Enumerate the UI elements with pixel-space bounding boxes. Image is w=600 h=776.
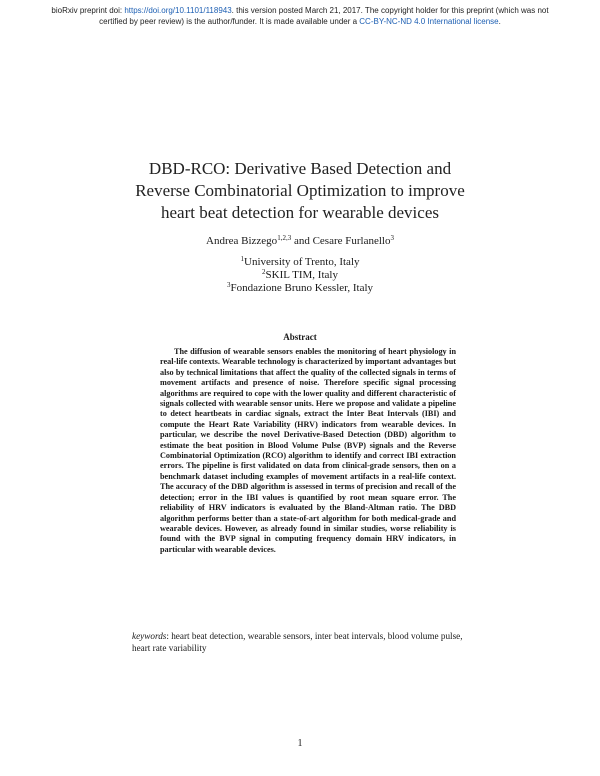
affiliation-name: Fondazione Bruno Kessler, Italy: [230, 282, 374, 294]
affiliation-item: [60, 282, 540, 295]
author-name: Cesare Furlanello: [312, 235, 391, 247]
license-link[interactable]: CC-BY-NC-ND 4.0 International license: [359, 17, 499, 26]
preprint-header-line1: [20, 5, 580, 16]
abstract-heading: Abstract: [283, 332, 317, 342]
title-line-3: heart beat detection for wearable devices: [161, 203, 439, 222]
abstract-text: The diffusion of wearable sensors enables the monitoring of heart physiology in real-life contexts. Wearable technology is characterized by important advantages but also by technical limitations that affect the quality of the collected signals in terms of movement artifacts and presence of noise. Therefore specific signal processing algorithms are required to cope with the lower quality and different characteristic of signals collected with wearable sensor units. Here we propose and validate a pipeline to detect heartbeats in cardiac signals, extract the Inter Beat Intervals (IBI) and compute the Heart Rate Variability (HRV) indicators from wearable devices. In particular, we describe the novel Derivative-Based Detection (DBD) algorithm to estimate the beat position in Blood Volume Pulse (BVP) signals and the Reverse Combinatorial Optimization (RCO) algorithm to identify and correct IBI extraction errors. The pipeline is first validated on data from clinical-grade sensors, then on a benchmark dataset including examples of movement artifacts in a real-life context. The accuracy of the DBD algorithm is assessed in terms of precision and recall of the detection; error in the IBI values is quantified by root mean square error. The reliability of HRV indicators is evaluated by the Bland-Altman ratio. The DBD algorithm performs better than a state-of-art algorithm for both medical-grade and wearable devices. However, as already found in similar studies, worse reliability is found with the BVP signal in computing frequency domain HRV indicators, in particular with wearable devices.: [160, 347, 456, 554]
affiliation-name: SKIL TIM, Italy: [265, 269, 338, 281]
paper-title: [60, 158, 540, 224]
author-conjunction: and: [291, 235, 313, 247]
preprint-header-line2: [20, 16, 580, 27]
preprint-license-prefix: certified by peer review) is the author/funder. It is made available under a: [99, 17, 360, 26]
author-affiliation-marker: 3: [390, 234, 394, 242]
preprint-prefix: bioRxiv preprint doi:: [51, 6, 125, 15]
preprint-posted-text: . this version posted March 21, 2017. The copyright holder for this preprint (which was not: [231, 6, 549, 15]
affiliation-name: University of Trento, Italy: [244, 256, 360, 268]
affiliation-item: [60, 269, 540, 282]
preprint-license-suffix: .: [498, 17, 501, 26]
preprint-header: [20, 5, 580, 27]
page-number: 1: [297, 738, 303, 749]
keywords-text: : heart beat detection, wearable sensors, inter beat intervals, blood volume pulse, heart rate variability: [132, 631, 463, 653]
affiliation-list: [60, 256, 540, 295]
author-affiliation-marker: 1,2,3: [277, 234, 292, 242]
affiliation-marker: 2: [262, 268, 266, 276]
keywords-label: keywords: [132, 631, 167, 641]
title-line-1: DBD-RCO: Derivative Based Detection and: [148, 159, 452, 178]
author-list: [60, 234, 540, 248]
keywords: [132, 630, 476, 654]
title-line-2: Reverse Combinatorial Optimization to improve: [135, 181, 465, 200]
affiliation-marker: 1: [240, 255, 244, 263]
author-name: Andrea Bizzego: [206, 235, 278, 247]
affiliation-item: [60, 256, 540, 269]
doi-link[interactable]: https://doi.org/10.1101/118943: [124, 6, 232, 15]
affiliation-marker: 3: [226, 281, 231, 289]
